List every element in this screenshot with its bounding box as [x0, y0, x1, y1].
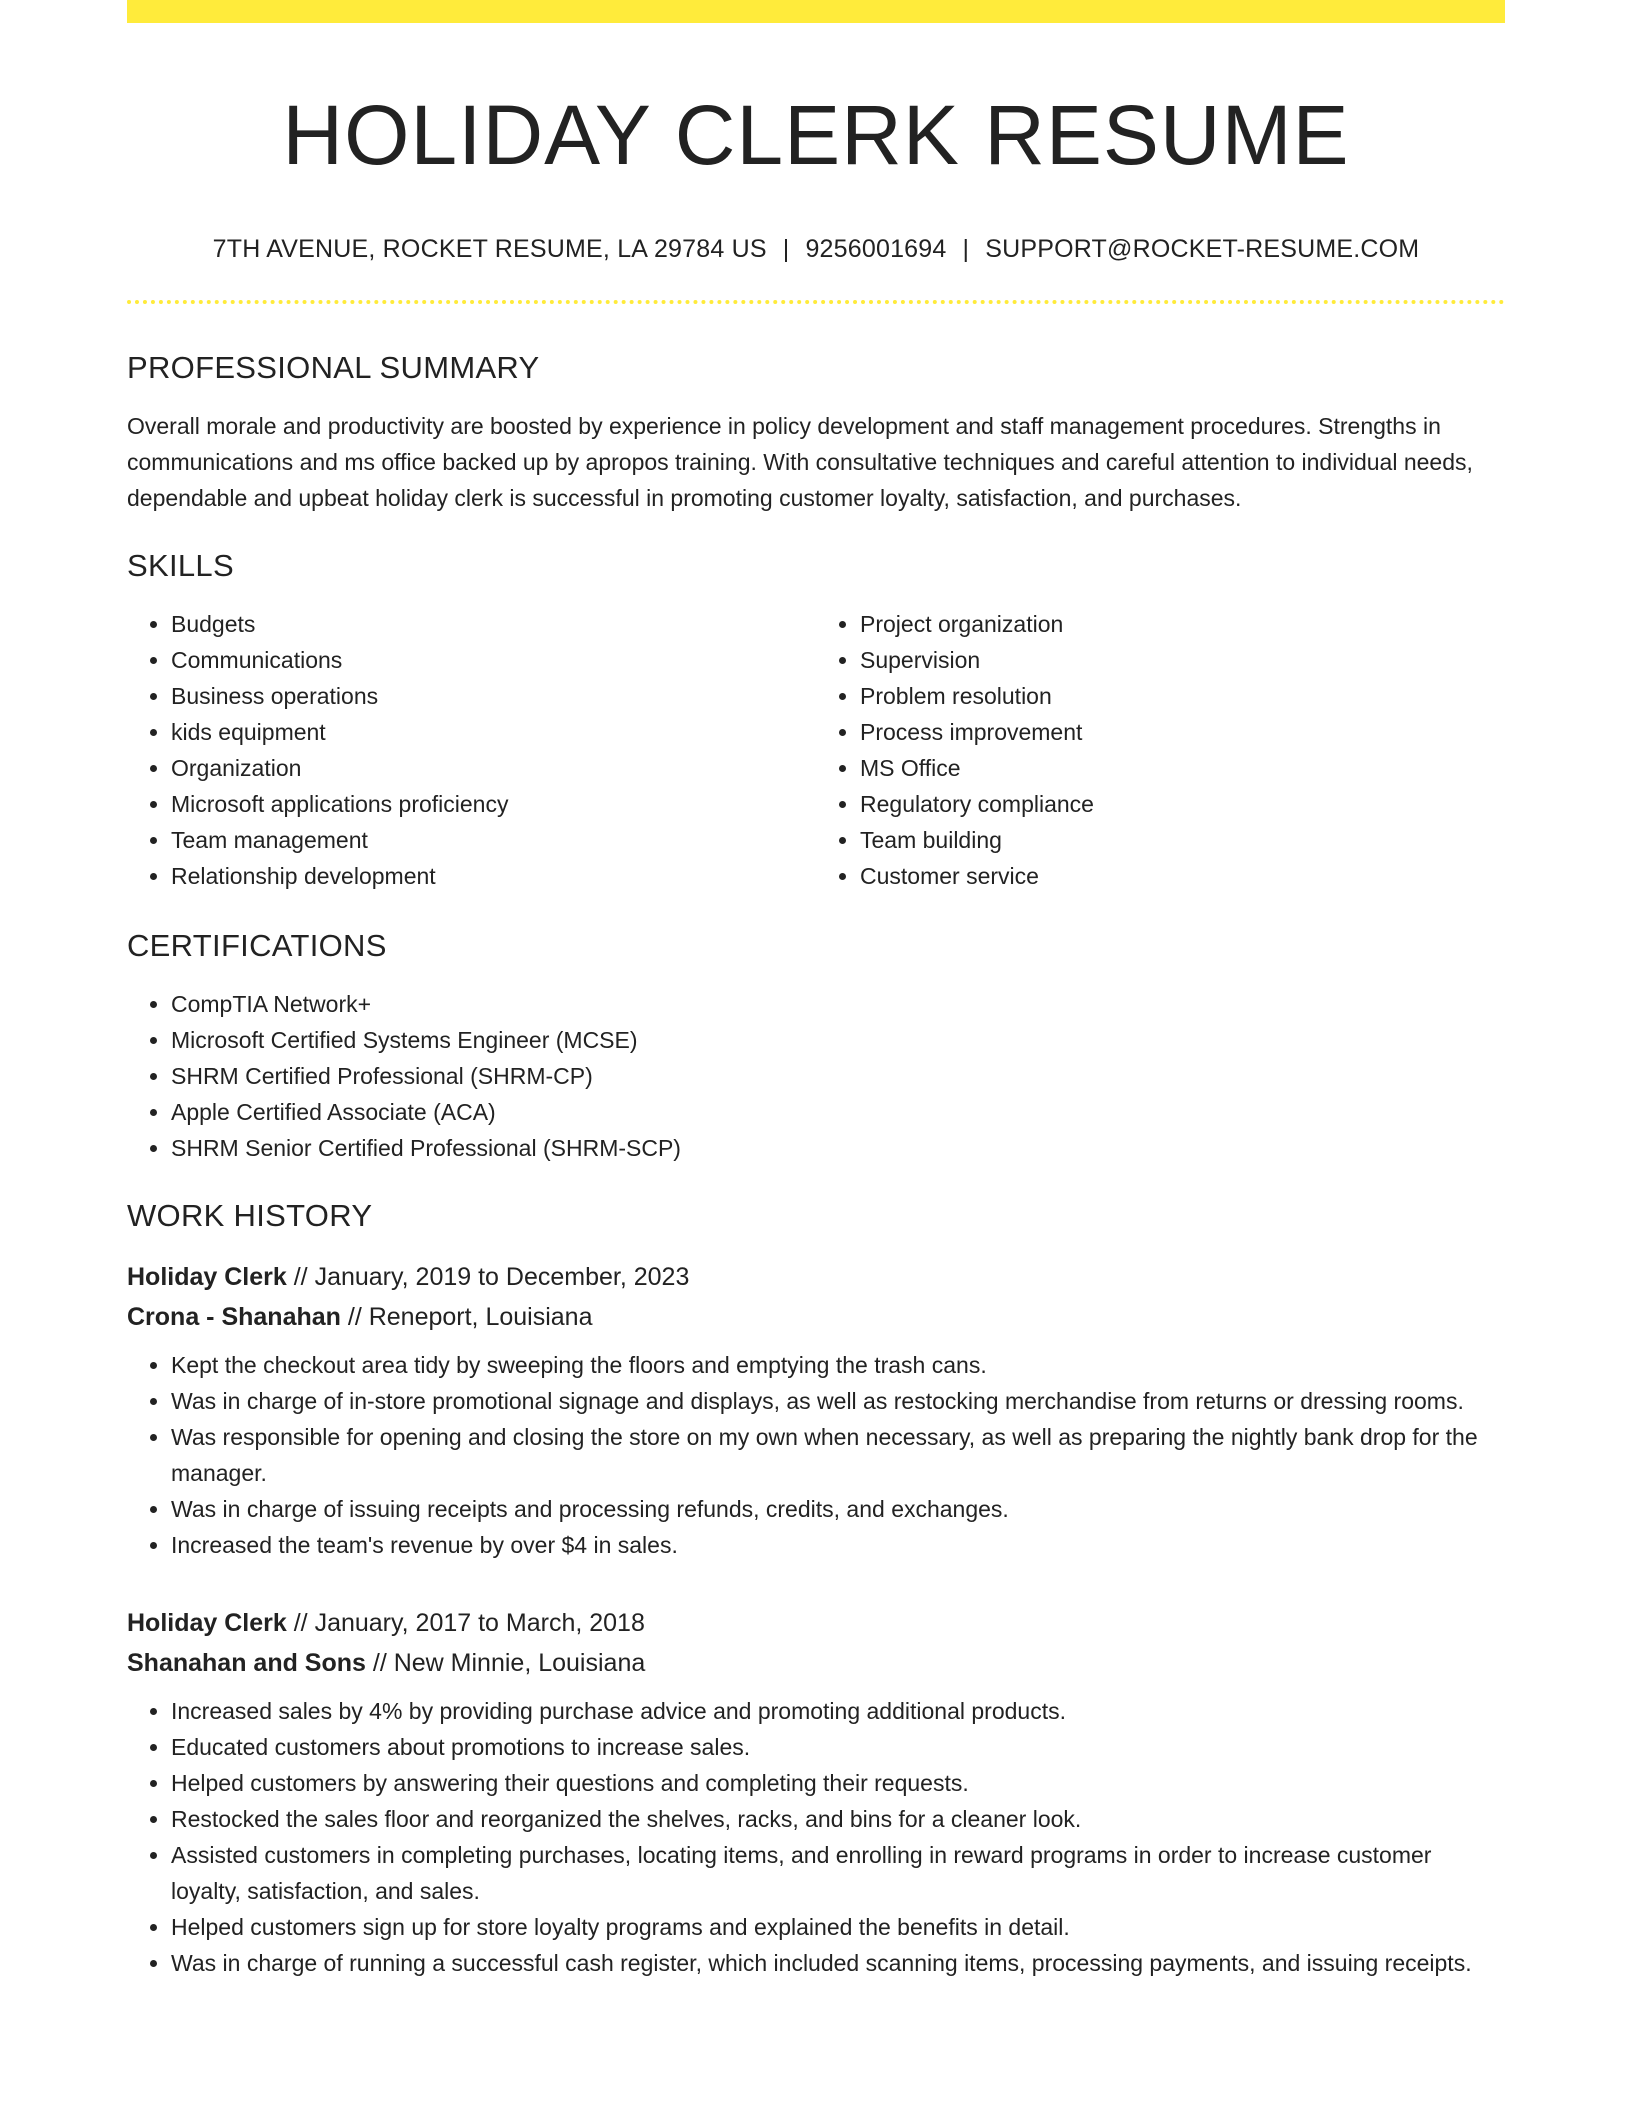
- job-duty: • Increased the team's revenue by over $4 in sales.: [171, 1527, 1505, 1563]
- certification-item: • CompTIA Network+: [171, 986, 1505, 1022]
- certification-item: • Microsoft Certified Systems Engineer (MCSE): [171, 1022, 1505, 1058]
- job-entry: [127, 1603, 1505, 1981]
- skill-item: • MS Office: [860, 750, 1505, 786]
- certifications-section: [127, 927, 1505, 1166]
- job-duty: • Kept the checkout area tidy by sweeping the floors and emptying the trash cans.: [171, 1347, 1505, 1383]
- summary-heading: PROFESSIONAL SUMMARY: [127, 349, 540, 385]
- job-role: Holiday Clerk: [127, 1262, 287, 1291]
- job-company: Crona - Shanahan: [127, 1302, 341, 1331]
- accent-bar: [127, 0, 1505, 23]
- job-dates: // January, 2019 to December, 2023: [286, 1262, 690, 1291]
- skill-item: • Supervision: [860, 642, 1505, 678]
- skill-item: • Communications: [171, 642, 816, 678]
- skill-item: • Organization: [171, 750, 816, 786]
- job-duty: • Was in charge of running a successful cash register, which included scanning items, processing payments, and issuing receipts.: [171, 1945, 1505, 1981]
- job-duty: • Was in charge of issuing receipts and processing refunds, credits, and exchanges.: [171, 1491, 1505, 1527]
- job-duty: • Restocked the sales floor and reorganized the shelves, racks, and bins for a cleaner look.: [171, 1801, 1505, 1837]
- skills-list-left: [127, 606, 816, 894]
- job-company: Shanahan and Sons: [127, 1648, 366, 1677]
- job-role: Holiday Clerk: [127, 1608, 287, 1637]
- job-location: // New Minnie, Louisiana: [365, 1648, 646, 1677]
- skill-item: • Problem resolution: [860, 678, 1505, 714]
- skill-item: • Relationship development: [171, 858, 816, 894]
- job-duty: • Increased sales by 4% by providing purchase advice and promoting additional products.: [171, 1693, 1505, 1729]
- skill-item: • Team building: [860, 822, 1505, 858]
- skill-item: • Project organization: [860, 606, 1505, 642]
- skills-columns: [127, 606, 1505, 894]
- skill-item: • Team management: [171, 822, 816, 858]
- certifications-list: [127, 986, 1505, 1166]
- job-duty: • Educated customers about promotions to increase sales.: [171, 1729, 1505, 1765]
- job-duties-list: [127, 1347, 1505, 1563]
- certifications-heading: CERTIFICATIONS: [127, 928, 387, 964]
- skill-item: • Business operations: [171, 678, 816, 714]
- job-title-line: [127, 1603, 1505, 1643]
- skills-heading: SKILLS: [127, 547, 234, 583]
- skill-item: • Process improvement: [860, 714, 1505, 750]
- skills-list-right: [816, 606, 1505, 894]
- work-history-section: [127, 1197, 1505, 1980]
- summary-section: [127, 349, 1505, 516]
- contact-email: SUPPORT@ROCKET-RESUME.COM: [985, 234, 1420, 263]
- job-location: // Reneport, Louisiana: [340, 1302, 593, 1331]
- contact-phone: 9256001694: [805, 234, 947, 263]
- contact-line: [127, 234, 1505, 264]
- skill-item: • Budgets: [171, 606, 816, 642]
- job-title-line: [127, 1257, 1505, 1297]
- job-duty: • Assisted customers in completing purchases, locating items, and enrolling in reward programs in order to increase customer loyalty, satisfaction, and sales.: [171, 1837, 1505, 1909]
- skills-section: [127, 547, 1505, 894]
- contact-separator: |: [962, 234, 970, 263]
- job-duties-list: [127, 1693, 1505, 1981]
- contact-address: 7TH AVENUE, ROCKET RESUME, LA 29784 US: [212, 234, 767, 263]
- job-duty: • Was responsible for opening and closing the store on my own when necessary, as well as preparing the nightly bank drop for the manager.: [171, 1419, 1505, 1491]
- summary-text: Overall morale and productivity are boosted by experience in policy development and staff management procedures. Strengths in communications and ms office backed up by apropos training. With consultative techniques and careful attention to individual needs, dependable and upbeat holiday clerk is successful in promoting customer loyalty, satisfaction, and purchases.: [127, 412, 1473, 511]
- job-company-line: [127, 1643, 1505, 1683]
- job-duty: • Was in charge of in-store promotional signage and displays, as well as restocking merchandise from returns or dressing rooms.: [171, 1383, 1505, 1419]
- skill-item: • kids equipment: [171, 714, 816, 750]
- dotted-divider: [127, 300, 1505, 304]
- work-history-heading: WORK HISTORY: [127, 1198, 373, 1234]
- skill-item: • Microsoft applications proficiency: [171, 786, 816, 822]
- resume-title: HOLIDAY CLERK RESUME: [282, 88, 1350, 182]
- job-company-line: [127, 1297, 1505, 1337]
- certification-item: • SHRM Certified Professional (SHRM-CP): [171, 1058, 1505, 1094]
- job-duty: • Helped customers by answering their questions and completing their requests.: [171, 1765, 1505, 1801]
- skill-item: • Regulatory compliance: [860, 786, 1505, 822]
- job-dates: // January, 2017 to March, 2018: [286, 1608, 645, 1637]
- contact-separator: |: [782, 234, 790, 263]
- certification-item: • Apple Certified Associate (ACA): [171, 1094, 1505, 1130]
- certification-item: • SHRM Senior Certified Professional (SHRM-SCP): [171, 1130, 1505, 1166]
- skill-item: • Customer service: [860, 858, 1505, 894]
- resume-page: [127, 0, 1505, 1981]
- job-entry: [127, 1257, 1505, 1563]
- job-duty: • Helped customers sign up for store loyalty programs and explained the benefits in detail.: [171, 1909, 1505, 1945]
